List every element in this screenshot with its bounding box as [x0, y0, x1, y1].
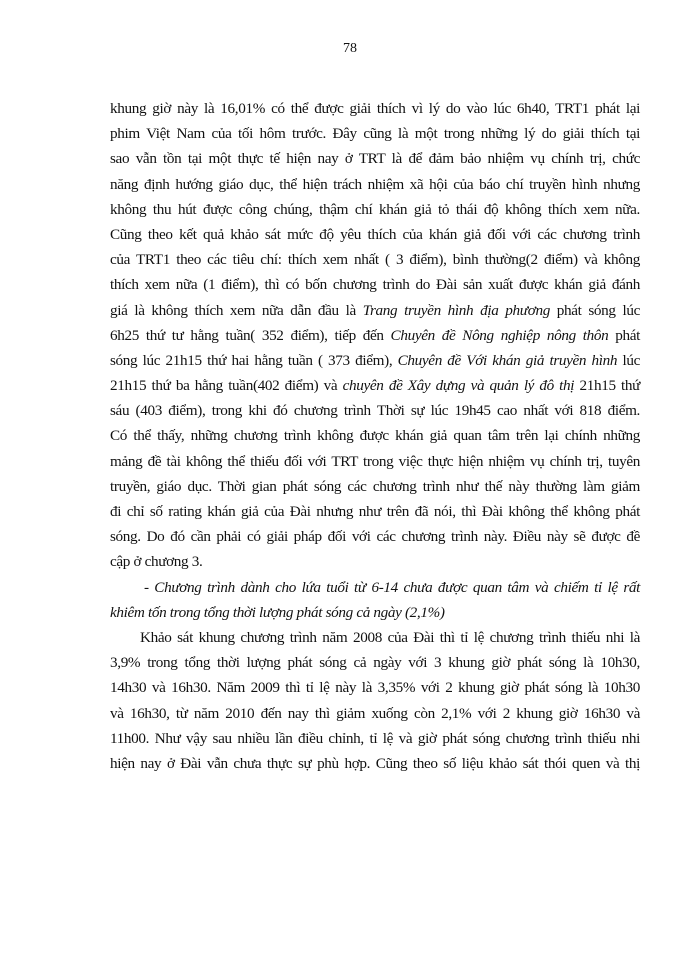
paragraph — [110, 625, 640, 776]
text-line: và 16h30, từ năm 2010 đến nay thì giảm xuống còn 2,1% với 2 khung giờ 16h30 và — [110, 704, 640, 722]
text-run: 6h25 thứ tư hằng tuần( 352 điểm), tiếp đến — [110, 326, 391, 344]
text-line: đi chỉ số rating khán giả của Đài nhưng như trên đã nói, thì Đài không thể không phát — [110, 503, 640, 520]
text-line: cập ở chương 3. — [110, 553, 203, 571]
text-line: 3,9% trong tổng thời lượng phát sóng cả ngày với 3 khung giờ phát sóng là 10h30, — [110, 654, 640, 672]
text-line: phim Việt Nam của tối hôm trước. Đây cũng là một trong những lý do giải thích tại — [110, 125, 640, 143]
text-run: phát sóng lúc — [549, 301, 640, 319]
text-line: hiện nay ở Đài vẫn chưa thực sự phù hợp. Cũng theo số liệu khảo sát thói quen và thị — [110, 754, 640, 772]
program-title-italic: Chuyên đề Nông nghiệp nông thôn — [390, 326, 609, 344]
text-line: 14h30 và 16h30. Năm 2009 thì tỉ lệ này là 3,35% với 2 khung giờ phát sóng là 10h30 — [110, 679, 640, 697]
text-run: phát — [608, 326, 640, 344]
subheading-line: khiêm tốn trong tổng thời lượng phát sóng cả ngày (2,1%) — [110, 603, 445, 621]
text-line: Khảo sát khung chương trình năm 2008 của Đài thì tỉ lệ chương trình thiếu nhi là — [140, 628, 640, 646]
text-line: sóng. Do đó cần phải có giải pháp đối với các chương trình này. Điều này sẽ được đề — [110, 528, 640, 546]
text-line — [110, 298, 640, 323]
text-run: lúc — [617, 351, 640, 369]
program-title-italic: Chuyên đề Với khán giả truyền hình — [397, 351, 618, 369]
text-line: không thu hút được công chúng, thậm chí khán giả tỏ thái độ không thích xem nữa. — [110, 200, 640, 218]
page-number: 78 — [343, 41, 357, 56]
document-body — [110, 96, 640, 776]
text-line: khung giờ này là 16,01% có thể được giải thích vì lý do vào lúc 6h40, TRT1 phát lại — [110, 100, 640, 117]
text-line: năng định hướng giáo dục, thể hiện trách nhiệm xã hội của báo chí truyền hình nhưng — [110, 175, 640, 193]
program-title-italic: chuyên đề Xây dựng và quản lý đô thị — [342, 377, 575, 395]
text-line: truyền, giáo dục. Thời gian phát sóng các chương trình như thế này thường làm giảm — [110, 477, 640, 495]
program-title-italic: Trang truyền hình địa phương — [362, 301, 550, 319]
text-line — [110, 373, 640, 398]
text-line: mảng đề tài không thể thiếu đối với TRT trong việc thực hiện nhiệm vụ chính trị, tuyên — [110, 452, 640, 470]
text-line: thích xem nữa (1 điểm), thì có bốn chương trình do Đài sản xuất được khán giả đánh — [110, 276, 640, 294]
text-line: sáu (403 điểm), trong khi đó chương trình Thời sự lúc 19h45 cao nhất với 818 điểm. — [110, 402, 640, 420]
text-line: sao vẫn tồn tại một thực tế hiện nay ở TRT là để đảm bảo nhiệm vụ chính trị, chức — [110, 150, 640, 168]
text-line: Có thể thấy, những chương trình không được khán giả quan tâm trên lại chính những — [110, 427, 640, 445]
paragraph-continuation — [110, 96, 640, 575]
text-run: sóng lúc 21h15 thứ hai hằng tuần ( 373 điểm), — [110, 351, 398, 369]
text-line: của TRT1 theo các tiêu chí: thích xem nhất ( 3 điểm), bình thường(2 điểm) và không — [110, 251, 640, 269]
text-run: 21h15 thứ — [574, 377, 640, 395]
text-line: Cũng theo kết quả khảo sát mức độ yêu thích của khán giả đối với các chương trình — [110, 225, 640, 243]
text-line — [110, 348, 640, 373]
section-subheading — [110, 575, 640, 625]
text-line: 11h00. Như vậy sau nhiều lần điều chỉnh, tỉ lệ và giờ phát sóng chương trình thiếu nhi — [110, 729, 640, 747]
text-run: 21h15 thứ ba hằng tuần(402 điểm) và — [110, 377, 343, 395]
subheading-line: - Chương trình dành cho lứa tuổi từ 6-14 chưa được quan tâm và chiếm tỉ lệ rất — [144, 578, 640, 596]
text-line — [110, 323, 640, 348]
text-run: giá là không thích xem nữa dẫn đầu là — [110, 301, 363, 319]
